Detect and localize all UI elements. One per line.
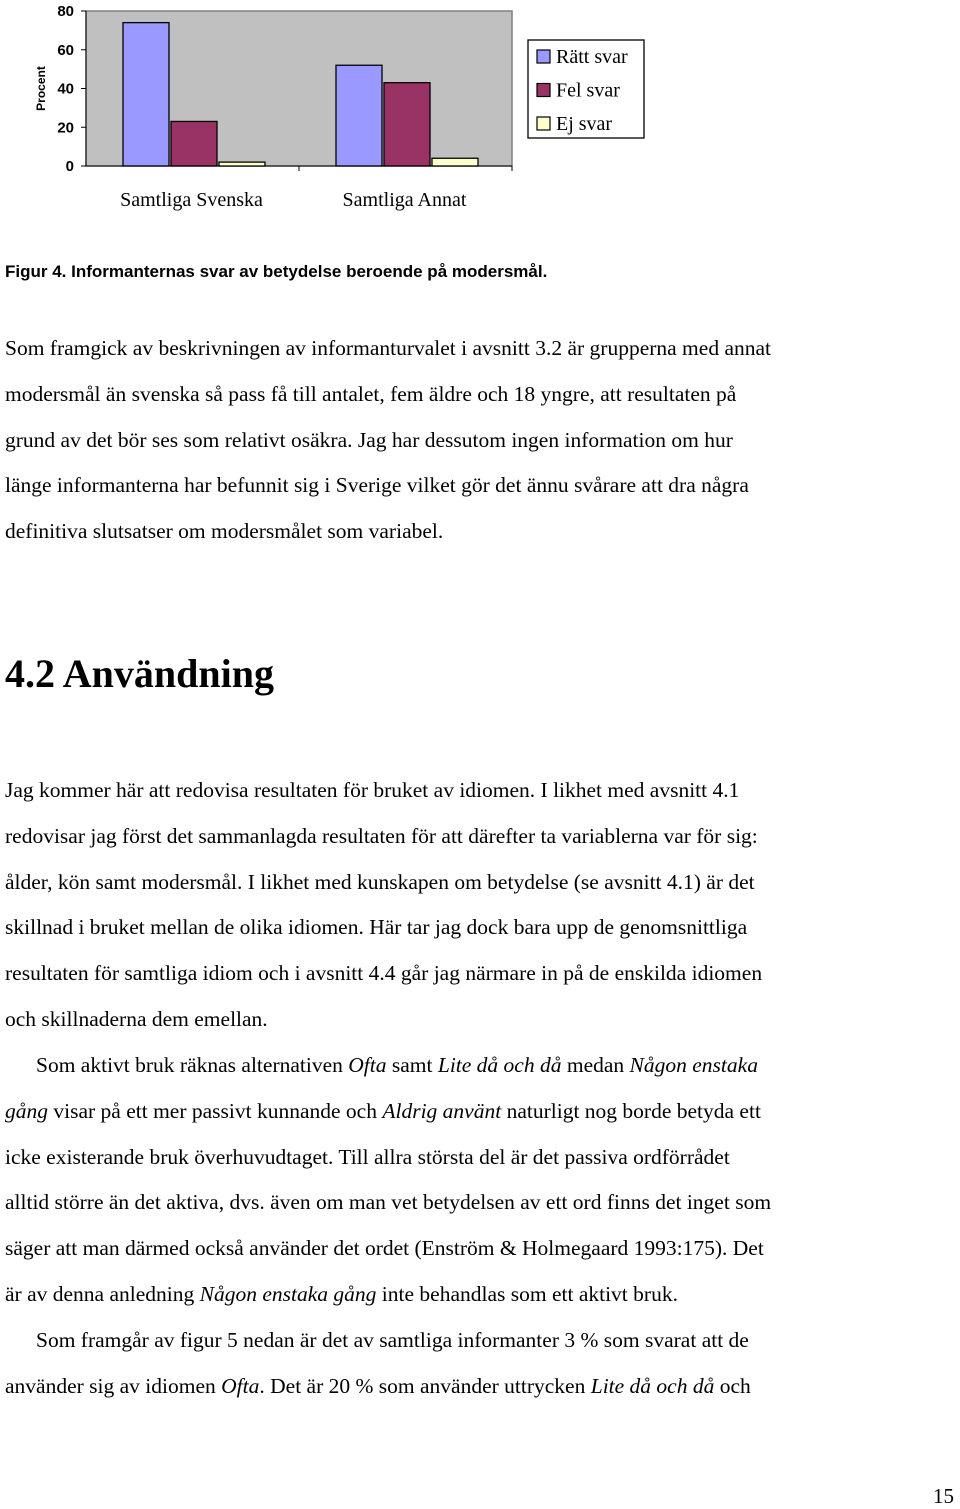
- text-run: medan: [561, 1053, 630, 1077]
- italic-term: Någon enstaka gång: [199, 1281, 377, 1306]
- text-run: är av denna anledning: [5, 1281, 200, 1306]
- italic-term: gång: [5, 1098, 48, 1123]
- text-line: [5, 1089, 945, 1135]
- y-tick-label: 80: [57, 3, 74, 20]
- legend-label: Fel svar: [556, 79, 620, 102]
- paragraph-anvandning: [5, 768, 945, 1043]
- legend-swatch: [537, 117, 550, 130]
- text-line: redovisar jag först det sammanlagda resultaten för att därefter ta variablerna var för sig:: [5, 823, 758, 848]
- text-line: [5, 1272, 945, 1318]
- text-run: och: [714, 1373, 751, 1398]
- text-line: skillnad i bruket mellan de olika idiomen. Här tar jag dock bara upp de genomsnittliga: [5, 915, 748, 940]
- y-tick-label: 20: [57, 119, 74, 137]
- text-line: alltid större än det aktiva, dvs. även om man vet betydelsen av ett ord finns det inget som: [5, 1190, 772, 1215]
- italic-term: Aldrig använt: [382, 1098, 502, 1123]
- text-line: Som framgår av figur 5 nedan är det av samtliga informanter 3 % som svarat att de: [36, 1328, 749, 1352]
- bar-rätt-svar: [336, 65, 382, 166]
- text-run: använder sig av idiomen: [5, 1373, 222, 1398]
- bar-fel-svar: [171, 121, 217, 166]
- bar-ej-svar: [219, 162, 265, 166]
- text-run: Som aktivt bruk räknas alternativen: [36, 1053, 349, 1077]
- bar-ej-svar: [432, 158, 478, 166]
- italic-term: Lite då och då: [437, 1053, 562, 1077]
- italic-term: Någon enstaka: [629, 1053, 758, 1077]
- text-line: definitiva slutsatser om modersmålet som variabel.: [5, 519, 444, 544]
- page-number: 15: [933, 1484, 954, 1508]
- legend-label: Ej svar: [556, 113, 613, 135]
- text-line: och skillnaderna dem emellan.: [5, 1006, 268, 1031]
- text-line: Jag kommer här att redovisa resultaten för bruket av idiomen. I likhet med avsnitt 4.1: [5, 778, 740, 802]
- legend-label: Rätt svar: [556, 46, 628, 68]
- text-line: icke existerande bruk överhuvudtaget. Till allra största del är det passiva ordförrådet: [5, 1144, 730, 1169]
- y-tick-label: 40: [57, 80, 74, 98]
- text-line: grund av det bör ses som relativt osäkra. Jag har dessutom ingen information om hur: [5, 427, 733, 452]
- text-line: modersmål än svenska så pass få till antalet, fem äldre och 18 yngre, att resultaten på: [5, 381, 737, 406]
- text-line: [5, 1364, 945, 1410]
- italic-term: Lite då och då: [590, 1373, 715, 1398]
- x-category-label: Samtliga Svenska: [120, 189, 263, 211]
- y-tick-label: 60: [57, 41, 74, 59]
- bar-rätt-svar: [123, 23, 169, 166]
- text-run: visar på ett mer passivt kunnande och: [48, 1098, 383, 1123]
- x-category-label: Samtliga Annat: [342, 189, 467, 211]
- bar-fel-svar: [384, 83, 430, 166]
- text-run: inte behandlas som ett aktivt bruk.: [376, 1281, 678, 1306]
- paragraph-figur5: [5, 1318, 945, 1410]
- text-line: länge informanterna har befunnit sig i Sverige vilket gör det ännu svårare att dra några: [5, 473, 749, 498]
- text-run: naturligt nog borde betyda ett: [501, 1098, 761, 1123]
- y-tick-label: 0: [65, 158, 74, 175]
- section-heading: 4.2 Användning: [5, 651, 275, 696]
- y-axis-title: Procent: [34, 66, 48, 111]
- legend-swatch: [537, 50, 550, 63]
- text-run: samt: [386, 1053, 438, 1077]
- text-line: Som framgick av beskrivningen av informanturvalet i avsnitt 3.2 är grupperna med annat: [5, 336, 772, 360]
- figure-caption: Figur 4. Informanternas svar av betydelse beroende på modersmål.: [5, 262, 548, 281]
- paragraph-aktivt-bruk: [5, 1043, 945, 1318]
- italic-term: Ofta: [348, 1053, 387, 1077]
- paragraph-modersmal: [5, 326, 945, 555]
- text-line: säger att man därmed också använder det ordet (Enström & Holmegaard 1993:175). Det: [5, 1236, 764, 1261]
- text-line: ålder, kön samt modersmål. I likhet med kunskapen om betydelse (se avsnitt 4.1) är det: [5, 869, 755, 894]
- text-line: resultaten för samtliga idiom och i avsnitt 4.4 går jag närmare in på de enskilda idiomen: [5, 961, 763, 986]
- text-run: . Det är 20 % som använder uttrycken: [259, 1373, 591, 1398]
- text-line: [5, 1043, 945, 1089]
- italic-term: Ofta: [221, 1373, 260, 1398]
- legend-swatch: [537, 84, 550, 97]
- bar-chart: [0, 0, 960, 230]
- chart-svg: [0, 0, 960, 230]
